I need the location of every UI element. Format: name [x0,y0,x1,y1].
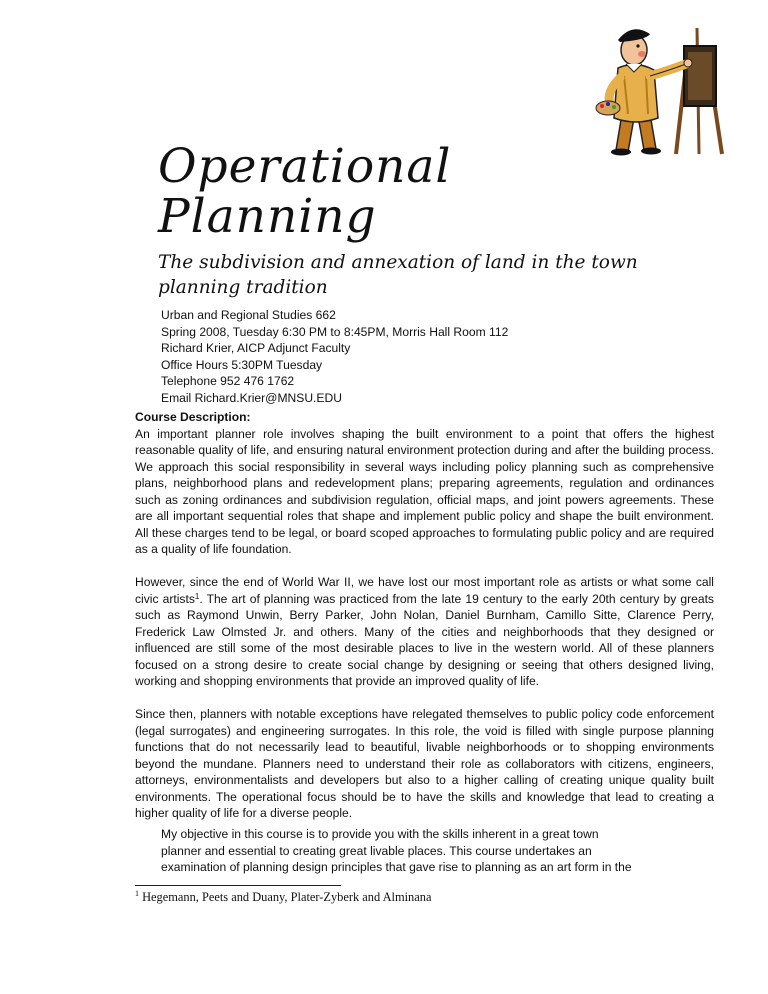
title-line-1: Operational [158,139,452,194]
objective-line-1: My objective in this course is to provide you with the skills inherent in a great town [161,827,599,841]
title-block [158,139,738,300]
email: Email Richard.Krier@MNSU.EDU [161,390,342,405]
objective-line-2: planner and essential to creating great livable places. This course undertakes an [161,843,592,858]
instructor-name: Richard Krier, AICP Adjunct Faculty [161,341,351,355]
footnote-number: 1 [135,889,139,898]
paragraph-2 [135,574,714,690]
paragraph-1: An important planner role involves shaping the built environment to a point that offers the highest reasonable quality of life, and ensuring natural environment protection during and after the building process. We approach this social responsibility in several ways including policy planning such as comprehensive plans, neighborhood plans and redevelopment plans; preparing agreements, regulation and ordinances such as zoning ordinances and subdivision regulation, official maps, and joint powers agreements. These are all important sequential roles that shape and implement public policy and shape the built environment. All these charges tend to be legal, or board scoped approaches to formulating public policy and are required as a quality of life foundation. [135,426,714,556]
course-schedule: Spring 2008, Tuesday 6:30 PM to 8:45PM, Morris Hall Room 112 [161,324,509,339]
paragraph-2-text-a: However, since the end of World War II, we have lost our most important role as artists or what some call civic artists [135,575,714,606]
paragraph-3: Since then, planners with notable exceptions have relegated themselves to public policy code enforcement (legal surrogates) and engineering surrogates. In this role, the void is filled with single purpose planning functions that do not necessarily lead to beautiful, livable neighborhoods or to shopping environments beyond the mundane. Planners need to understand their role as collaborators with citizens, engineers, attorneys, environmentalists and developers but also to a higher calling of creating unique quality built environments. The operational focus should be to have the skills and knowledge that lead to creating a higher quality of life for a diverse people. [135,707,714,820]
objective-line-3: examination of planning design principles that gave rise to planning as an art form in the [161,860,632,874]
page-subtitle: The subdivision and annexation of land in the town planning tradition [158,252,638,298]
paragraph-2-text-b: . The art of planning was practiced from the late 19 century to the early 20th century by greats such as Raymond Unwin, Berry Parker, John Nolan, Daniel Burnham, Camillo Sitte, Clarence Perry, Frederick Law Olmsted Jr. and others. Many of the cities and neighborhoods that they designed or influenced are still some of the most desirable places to live in the western world. All of these planners focused on a strong desire to create social change by designing or seeing that others designed living, working and shopping environments that provide an improved quality of life. [135,591,714,688]
page-title [158,139,738,244]
course-info [161,307,508,406]
course-description [135,409,714,822]
course-number: Urban and Regional Studies 662 [161,308,336,322]
footnote-reference: 1 [194,591,200,601]
office-hours: Office Hours 5:30PM Tuesday [161,357,323,372]
objective-paragraph [161,826,711,876]
footnote-text: Hegemann, Peets and Duany, Plater-Zyberk and Alminana [139,890,432,904]
title-line-2: Planning [158,189,377,244]
section-heading: Course Description: [135,410,251,424]
footnote-divider [135,885,341,886]
painter-at-easel-icon [588,18,736,156]
telephone: Telephone 952 476 1762 [161,374,295,388]
footnote [135,889,431,905]
